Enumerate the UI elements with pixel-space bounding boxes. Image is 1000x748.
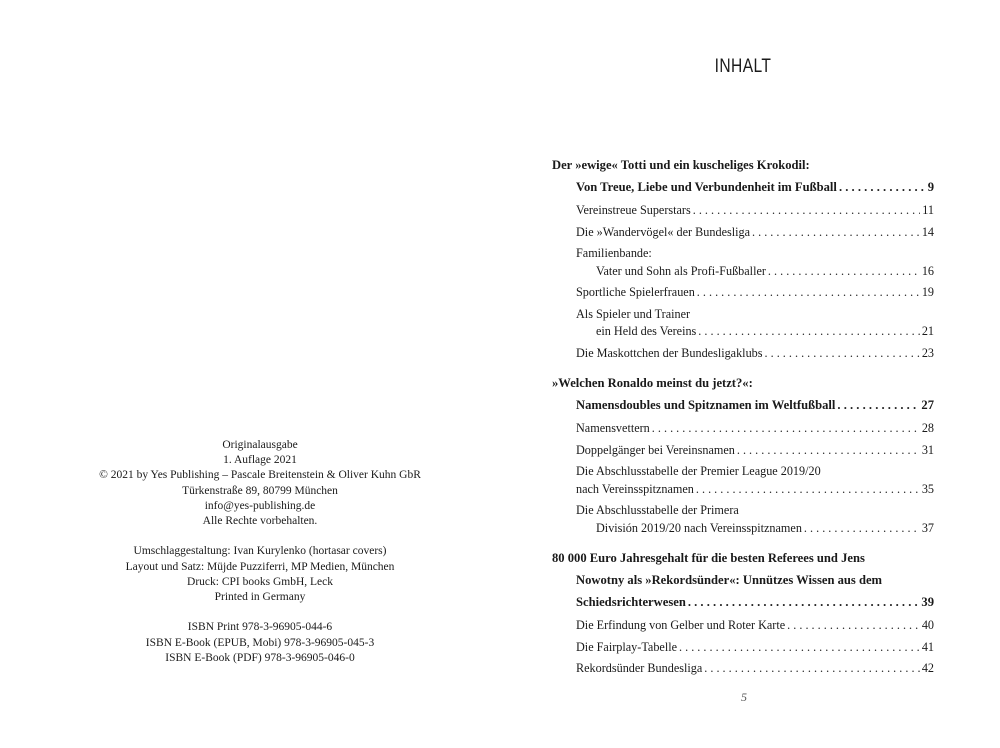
- entry-title-cont: Vater und Sohn als Profi-Fußballer: [596, 263, 766, 278]
- page-number: 5: [741, 690, 747, 704]
- entry-page-number: 16: [921, 263, 934, 278]
- toc-section: [552, 372, 934, 537]
- imprint-line: ISBN Print 978-3-96905-044-6: [187, 621, 333, 634]
- entry-title: Die Maskottchen der Bundesligaklubs: [576, 345, 763, 360]
- chapter-title: Der »ewige« Totti und ein kuscheliges Krokodil:: [552, 158, 810, 172]
- imprint-line: Umschlaggestaltung: Ivan Kurylenko (hortasar covers): [133, 545, 387, 558]
- chapter-subtitle: Namensdoubles und Spitznamen im Weltfußball: [576, 398, 836, 412]
- imprint-line: ISBN E-Book (EPUB, Mobi) 978-3-96905-045-3: [145, 636, 375, 649]
- leader-dots: [752, 224, 920, 242]
- entry-page-number: 42: [921, 661, 934, 675]
- toc-entry: [552, 660, 934, 678]
- imprint-line: Alle Rechte vorbehalten.: [202, 515, 318, 528]
- entry-page-number: 35: [921, 481, 934, 496]
- toc-entry: [552, 224, 934, 242]
- toc-section: [552, 547, 934, 678]
- entry-page-number: 19: [921, 285, 934, 299]
- chapter-title-cont: Nowotny als »Rekordsünder«: Unnützes Wissen aus dem: [576, 573, 883, 587]
- imprint-line: © 2021 by Yes Publishing – Pascale Breitenstein & Oliver Kuhn GbR: [99, 469, 421, 482]
- toc-entry: [552, 284, 934, 302]
- toc-entry: [552, 306, 934, 341]
- imprint-isbn: [60, 620, 460, 666]
- entry-title: Vereinstreue Superstars: [576, 203, 691, 217]
- leader-dots: [696, 481, 920, 499]
- imprint-line: Druck: CPI books GmbH, Leck: [187, 575, 333, 588]
- toc-entry: [552, 202, 934, 220]
- chapter-subtitle: Schiedsrichterwesen: [576, 595, 686, 609]
- leader-dots: [737, 442, 920, 460]
- entry-title: Die Abschlusstabelle der Premier League 2019/20: [576, 464, 821, 478]
- table-of-contents: [552, 154, 934, 688]
- leader-dots: [765, 345, 920, 363]
- imprint-line: Türkenstraße 89, 80799 München: [182, 484, 338, 497]
- imprint-line: info@yes-publishing.de: [204, 499, 316, 512]
- chapter-title: 80 000 Euro Jahresgehalt für die besten Referees und Jens: [552, 551, 865, 565]
- leader-dots: [698, 323, 920, 341]
- chapter-page-number: 39: [921, 595, 934, 609]
- entry-page-number: 28: [921, 421, 934, 435]
- entry-title: Sportliche Spielerfrauen: [576, 285, 695, 299]
- entry-title-cont: nach Vereinsspitznamen: [576, 481, 694, 496]
- chapter-subtitle-row: [552, 591, 934, 613]
- leader-dots: [804, 520, 920, 538]
- toc-entry: [552, 502, 934, 537]
- toc-entry: [552, 442, 934, 460]
- imprint-line: Originalausgabe: [222, 439, 298, 451]
- chapter-title: »Welchen Ronaldo meinst du jetzt?«:: [552, 376, 753, 390]
- entry-continuation: [576, 520, 934, 538]
- chapter-subtitle-row: [552, 176, 934, 198]
- leader-dots: [679, 639, 920, 657]
- entry-title-cont: ein Held des Vereins: [596, 324, 697, 338]
- entry-page-number: 40: [921, 618, 934, 632]
- entry-title: Namensvettern: [576, 421, 650, 435]
- entry-page-number: 41: [921, 639, 934, 654]
- leader-dots: [839, 176, 926, 198]
- toc-entry: [552, 245, 934, 280]
- entry-page-number: 14: [921, 224, 934, 239]
- leader-dots: [652, 420, 920, 438]
- chapter-subtitle-row: [552, 394, 934, 416]
- leader-dots: [787, 617, 920, 635]
- entry-page-number: 37: [921, 520, 934, 535]
- chapter-page-number: 27: [921, 398, 934, 412]
- entry-page-number: 31: [921, 442, 934, 457]
- chapter-subtitle: Von Treue, Liebe und Verbundenheit im Fußball: [576, 180, 837, 194]
- toc-section: [552, 154, 934, 362]
- entry-title: Doppelgänger bei Vereinsnamen: [576, 442, 735, 457]
- imprint-line: Layout und Satz: Müjde Puzziferri, MP Medien, München: [125, 560, 395, 573]
- imprint-line: Printed in Germany: [214, 591, 306, 604]
- leader-dots: [704, 660, 920, 678]
- imprint: [60, 438, 460, 666]
- toc-entry: [552, 420, 934, 438]
- entry-title: Die Erfindung von Gelber und Roter Karte: [576, 618, 786, 632]
- toc-entry: [552, 463, 934, 498]
- imprint-line: 1. Auflage 2021: [223, 454, 297, 467]
- leader-dots: [693, 202, 921, 220]
- entry-continuation: [576, 481, 934, 499]
- entry-continuation: [576, 323, 934, 341]
- entry-page-number: 21: [921, 324, 934, 338]
- toc-entry: [552, 617, 934, 635]
- leader-dots: [768, 263, 920, 281]
- entry-title: Die Fairplay-Tabelle: [576, 639, 678, 654]
- entry-title: Die »Wandervögel« der Bundesliga: [576, 224, 750, 239]
- chapter-page-number: 9: [927, 180, 934, 194]
- toc-entry: [552, 639, 934, 657]
- entry-title: Rekordsünder Bundesliga: [576, 661, 703, 675]
- entry-continuation: [576, 263, 934, 281]
- entry-title-cont: División 2019/20 nach Vereinsspitznamen: [596, 520, 802, 535]
- imprint-credits: [60, 544, 460, 605]
- leader-dots: [688, 591, 920, 613]
- leader-dots: [697, 284, 920, 302]
- entry-page-number: 23: [921, 345, 934, 360]
- right-page: [500, 0, 1000, 748]
- toc-title: INHALT: [714, 56, 772, 77]
- imprint-line: ISBN E-Book (PDF) 978-3-96905-046-0: [165, 651, 355, 664]
- toc-entry: [552, 345, 934, 363]
- imprint-publication-info: [60, 438, 460, 529]
- entry-title: Als Spieler und Trainer: [576, 306, 691, 321]
- leader-dots: [837, 394, 919, 416]
- entry-page-number: 11: [922, 203, 934, 217]
- entry-title: Familienbande:: [576, 246, 652, 260]
- entry-title: Die Abschlusstabelle der Primera: [576, 503, 739, 517]
